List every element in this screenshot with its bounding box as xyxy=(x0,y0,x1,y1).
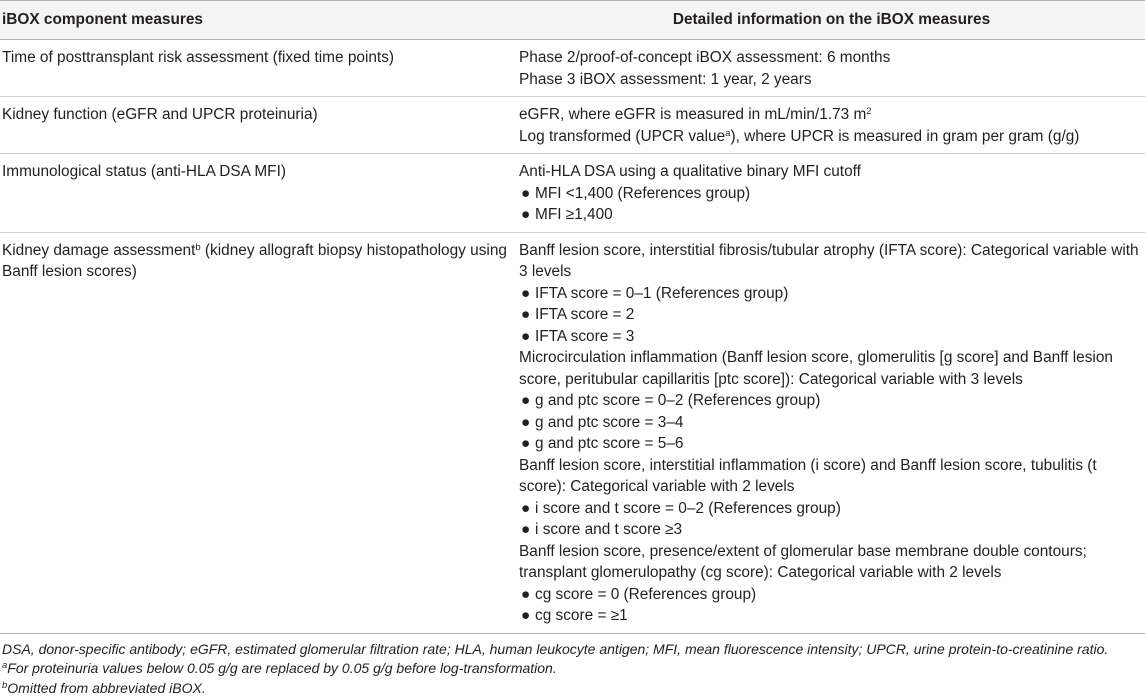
row-label xyxy=(0,232,516,633)
bullet-icon: ● xyxy=(521,435,531,452)
bullet-icon: ● xyxy=(521,585,531,603)
bullet-item xyxy=(519,498,1145,520)
bullet-item xyxy=(519,283,1145,305)
superscript: 2 xyxy=(866,106,872,117)
row-detail xyxy=(516,40,1145,97)
bullet-item xyxy=(519,390,1145,412)
bullet-text: g and ptc score = 3–4 xyxy=(535,413,684,431)
header-col2: Detailed information on the iBOX measures xyxy=(516,1,1145,40)
bullet-icon: ● xyxy=(521,521,531,538)
footnote-text: Omitted from abbreviated iBOX. xyxy=(7,679,206,696)
bullet-icon: ● xyxy=(521,206,531,223)
detail-line: Banff lesion score, interstitial fibrosis/tubular atrophy (IFTA score): Categorical variable with 3 levels xyxy=(519,241,1139,280)
bullet-text: cg score = 0 (References group) xyxy=(535,585,757,603)
bullet-item xyxy=(519,605,1145,627)
footnote-b xyxy=(2,679,1142,698)
footnote-text: For proteinuria values below 0.05 g/g are replaced by 0.05 g/g before log-transformation. xyxy=(7,660,557,677)
bullet-item xyxy=(519,204,1145,226)
bullet-item xyxy=(519,183,1145,205)
row-label xyxy=(0,40,516,97)
table-row xyxy=(0,154,1145,233)
detail-line: Banff lesion score, interstitial inflammation (i score) and Banff lesion score, tubulitis (t score): Categorical variable with 2 levels xyxy=(519,456,1097,495)
egfr-text: eGFR, where eGFR is measured in mL/min/1.73 m xyxy=(519,106,867,123)
footnote-mark-b: b xyxy=(195,241,201,253)
detail-line: Banff lesion score, presence/extent of glomerular base membrane double contours; transplant glomerulopathy (cg score): Categorical variable with 2 levels xyxy=(519,542,1087,581)
upcr-text-pre: Log transformed (UPCR value xyxy=(519,127,726,145)
bullet-icon: ● xyxy=(521,284,531,302)
detail-line: Microcirculation inflammation (Banff lesion score, glomerulitis [g score] and Banff lesion score, peritubular capillaritis [ptc score]): Categorical variable with 3 levels xyxy=(519,349,1113,388)
row-label-text: Time of posttransplant risk assessment (fixed time points) xyxy=(2,49,395,66)
row-label-text: Immunological status (anti-HLA DSA MFI) xyxy=(2,163,286,180)
bullet-icon: ● xyxy=(521,413,531,431)
bullet-text: g and ptc score = 5–6 xyxy=(535,435,684,452)
header-col1: iBOX component measures xyxy=(0,1,516,40)
label-post: (kidney allograft biopsy histopathology using Banff lesion scores) xyxy=(2,241,507,280)
bullet-item xyxy=(519,584,1145,606)
table-row xyxy=(0,40,1145,97)
bullet-text: IFTA score = 3 xyxy=(535,327,635,345)
bullet-text: i score and t score ≥3 xyxy=(535,521,683,538)
bullet-text: IFTA score = 2 xyxy=(535,306,635,323)
table-row xyxy=(0,97,1145,154)
table-header xyxy=(0,1,1145,40)
detail-line xyxy=(519,104,1145,126)
footnotes xyxy=(2,640,1142,698)
detail-line: Anti-HLA DSA using a qualitative binary MFI cutoff xyxy=(519,163,861,180)
row-label xyxy=(0,97,516,154)
bullet-item xyxy=(519,412,1145,434)
bullet-text: MFI <1,400 (References group) xyxy=(535,184,751,202)
footnote-abbreviations: DSA, donor-specific antibody; eGFR, estimated glomerular filtration rate; HLA, human leukocyte antigen; MFI, mean fluorescence intensity; UPCR, urine protein-to-creatinine ratio. xyxy=(2,641,1109,657)
bullet-item xyxy=(519,304,1145,326)
row-label-text: Kidney function (eGFR and UPCR proteinuria) xyxy=(2,106,318,123)
row-detail xyxy=(516,232,1145,633)
bullet-icon: ● xyxy=(521,607,531,624)
detail-line: Phase 3 iBOX assessment: 1 year, 2 years xyxy=(519,70,812,88)
footnote-mark: a xyxy=(2,660,8,672)
row-detail xyxy=(516,154,1145,233)
detail-line xyxy=(519,126,1145,148)
bullet-icon: ● xyxy=(521,499,531,517)
bullet-text: IFTA score = 0–1 (References group) xyxy=(535,284,789,302)
bullet-item xyxy=(519,433,1145,455)
bullet-item xyxy=(519,519,1145,541)
row-label xyxy=(0,154,516,233)
label-pre: Kidney damage assessment xyxy=(2,241,196,259)
row-detail xyxy=(516,97,1145,154)
bullet-text: MFI ≥1,400 xyxy=(535,206,613,223)
bullet-text: g and ptc score = 0–2 (References group) xyxy=(535,392,821,409)
footnote-mark-a: a xyxy=(725,127,731,139)
bullet-text: cg score = ≥1 xyxy=(535,607,628,624)
bullet-icon: ● xyxy=(521,327,531,345)
detail-line: Phase 2/proof-of-concept iBOX assessment: 6 months xyxy=(519,49,891,66)
bullet-icon: ● xyxy=(521,392,531,409)
bullet-icon: ● xyxy=(521,306,531,323)
table-row xyxy=(0,232,1145,633)
footnote-mark: b xyxy=(2,679,8,691)
upcr-text-post: ), where UPCR is measured in gram per gram (g/g) xyxy=(730,127,1080,145)
row-label-text xyxy=(2,240,516,283)
header-row xyxy=(0,1,1145,40)
bullet-icon: ● xyxy=(521,184,531,202)
footnote-a xyxy=(2,659,1142,678)
bullet-item xyxy=(519,326,1145,348)
bullet-text: i score and t score = 0–2 (References group) xyxy=(535,499,841,517)
